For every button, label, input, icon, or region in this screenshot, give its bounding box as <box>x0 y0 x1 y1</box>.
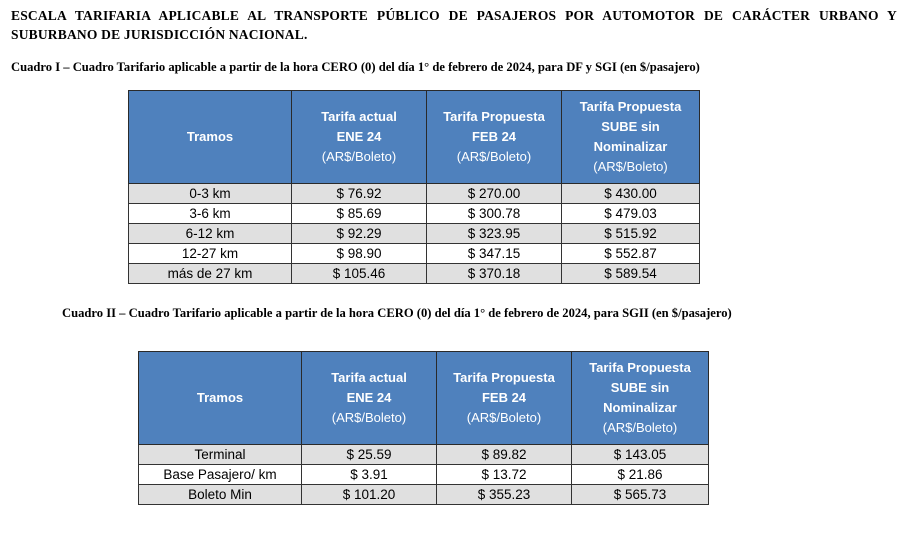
tarifa-propuesta-cell: $ 347.15 <box>427 244 562 264</box>
tramo-cell: más de 27 km <box>129 264 292 284</box>
cuadro-2-caption: Cuadro II – Cuadro Tarifario aplicable a partir de la hora CERO (0) del día 1° de febrero de 2024, para SGII (en $/pasajero) <box>62 306 732 320</box>
header-line: Tarifa Propuesta <box>579 99 682 114</box>
header-unit: (AR$/Boleto) <box>321 149 397 164</box>
tarifa-actual-cell: $ 85.69 <box>292 204 427 224</box>
tramo-cell: Terminal <box>139 445 302 465</box>
header-line: Nominalizar <box>603 400 677 415</box>
tarifa-propuesta-cell: $ 323.95 <box>427 224 562 244</box>
table-row <box>129 204 700 224</box>
table-header-row <box>139 352 709 445</box>
header-tarifa-propuesta <box>437 352 572 445</box>
header-line: ENE 24 <box>336 129 382 144</box>
tramo-cell: Base Pasajero/ km <box>139 465 302 485</box>
tarifa-sube-cell: $ 479.03 <box>562 204 700 224</box>
header-tarifa-actual <box>292 91 427 184</box>
tarifa-propuesta-cell: $ 270.00 <box>427 184 562 204</box>
tarifa-actual-cell: $ 92.29 <box>292 224 427 244</box>
tarifa-actual-cell: $ 25.59 <box>302 445 437 465</box>
header-line: Nominalizar <box>593 139 668 154</box>
table-header-row <box>129 91 700 184</box>
tarifa-propuesta-cell: $ 13.72 <box>437 465 572 485</box>
header-tarifa-sube <box>562 91 700 184</box>
header-line: FEB 24 <box>481 390 527 405</box>
header-line: Tarifa Propuesta <box>589 360 691 375</box>
table-row <box>129 244 700 264</box>
cuadro-1-table <box>128 90 700 284</box>
tarifa-sube-cell: $ 565.73 <box>572 485 709 505</box>
tramo-cell: 6-12 km <box>129 224 292 244</box>
header-tarifa-propuesta <box>427 91 562 184</box>
header-line: ENE 24 <box>346 390 392 405</box>
header-unit: (AR$/Boleto) <box>456 149 532 164</box>
header-line: FEB 24 <box>471 129 517 144</box>
header-line: Tarifa actual <box>331 370 407 385</box>
header-unit: (AR$/Boleto) <box>593 159 668 174</box>
table-row <box>139 465 709 485</box>
cuadro-1-caption: Cuadro I – Cuadro Tarifario aplicable a partir de la hora CERO (0) del día 1° de febrero de 2024, para DF y SGI (en $/pasajero) <box>11 60 700 74</box>
document-heading: ESCALA TARIFARIA APLICABLE AL TRANSPORTE PÚBLICO DE PASAJEROS POR AUTOMOTOR DE CARÁCTER URBANO Y SUBURBANO DE JURISDICCIÓN NACIONAL. <box>11 8 897 42</box>
header-tarifa-sube <box>572 352 709 445</box>
table-row <box>129 224 700 244</box>
tarifa-propuesta-cell: $ 89.82 <box>437 445 572 465</box>
tarifa-sube-cell: $ 515.92 <box>562 224 700 244</box>
tarifa-sube-cell: $ 430.00 <box>562 184 700 204</box>
tarifa-propuesta-cell: $ 355.23 <box>437 485 572 505</box>
tramo-cell: 12-27 km <box>129 244 292 264</box>
tarifa-propuesta-cell: $ 370.18 <box>427 264 562 284</box>
tarifa-sube-cell: $ 552.87 <box>562 244 700 264</box>
table-row <box>139 445 709 465</box>
tarifa-actual-cell: $ 101.20 <box>302 485 437 505</box>
table-row <box>129 264 700 284</box>
tarifa-sube-cell: $ 143.05 <box>572 445 709 465</box>
tarifa-actual-cell: $ 3.91 <box>302 465 437 485</box>
header-line: SUBE sin <box>610 380 670 395</box>
tramo-cell: 0-3 km <box>129 184 292 204</box>
header-unit: (AR$/Boleto) <box>466 410 542 425</box>
header-line: SUBE sin <box>601 119 660 134</box>
cuadro-2-table <box>138 351 709 505</box>
tarifa-propuesta-cell: $ 300.78 <box>427 204 562 224</box>
header-line: Tarifa Propuesta <box>453 370 555 385</box>
header-unit: (AR$/Boleto) <box>331 410 407 425</box>
header-line: Tarifa actual <box>321 109 397 124</box>
tarifa-sube-cell: $ 589.54 <box>562 264 700 284</box>
tarifa-actual-cell: $ 76.92 <box>292 184 427 204</box>
tarifa-sube-cell: $ 21.86 <box>572 465 709 485</box>
header-line: Tarifa Propuesta <box>443 109 545 124</box>
tarifa-actual-cell: $ 105.46 <box>292 264 427 284</box>
tarifa-actual-cell: $ 98.90 <box>292 244 427 264</box>
tramo-cell: Boleto Min <box>139 485 302 505</box>
header-tramos: Tramos <box>139 352 302 445</box>
table-row <box>139 485 709 505</box>
header-tarifa-actual <box>302 352 437 445</box>
header-tramos: Tramos <box>129 91 292 184</box>
header-unit: (AR$/Boleto) <box>602 420 678 435</box>
tramo-cell: 3-6 km <box>129 204 292 224</box>
table-row <box>129 184 700 204</box>
